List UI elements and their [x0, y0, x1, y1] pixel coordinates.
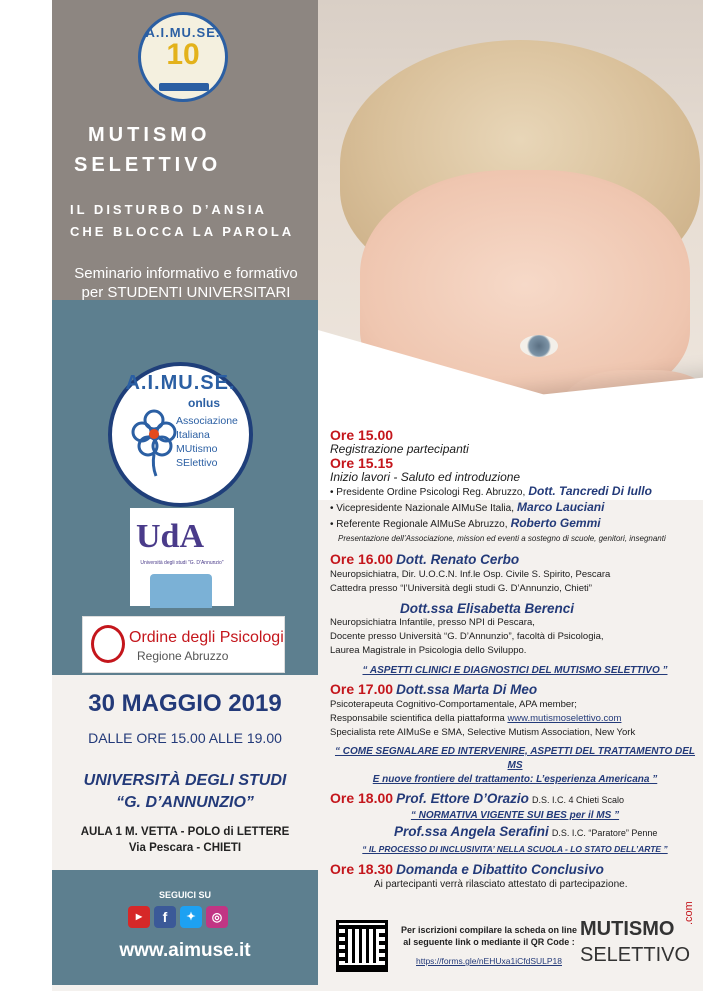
logo-top-ribbon	[159, 83, 209, 91]
closing-desc: Domanda e Dibattito Conclusivo	[396, 862, 604, 877]
association-note: Presentazione dell’Associazione, mission ed eventi a sostegno di scuole, genitori, insegnanti	[338, 534, 666, 543]
qr-code[interactable]	[336, 920, 388, 972]
program	[330, 428, 700, 892]
aimuse-10-logo	[138, 12, 228, 102]
event-date: 30 MAGGIO 2019	[88, 690, 282, 717]
speaker-name: Dott. Tancredi Di Iullo	[528, 484, 652, 498]
registration-link[interactable]: https://forms.gle/nEHUxa1iCfdSULP18	[416, 956, 562, 966]
uda-column	[150, 574, 212, 608]
subtitle-line1: IL DISTURBO D’ANSIA	[70, 202, 267, 217]
youtube-icon[interactable]: ▶	[128, 906, 150, 928]
platform-link[interactable]: www.mutismoselettivo.com	[507, 713, 622, 724]
uda-text: UdA	[136, 518, 205, 555]
follow-label: SEGUICI SU	[158, 890, 211, 900]
topic: “ NORMATIVA VIGENTE SUI BES per il MS ”	[410, 810, 620, 821]
ordine-psicologi-logo	[82, 616, 285, 673]
speaker-info: Responsabile scientifica della piattaforma	[330, 713, 505, 724]
speaker-name: Prof. Ettore D’Orazio	[396, 791, 529, 806]
instagram-icon[interactable]: ◎	[206, 906, 228, 928]
seminar-line1: Seminario informativo e formativo	[74, 265, 298, 282]
onlus-line: Associazione	[176, 415, 238, 427]
registration-line: al seguente link o mediante il QR Code :	[403, 937, 575, 947]
speaker-info: Laurea Magistrale in Psicologia dello Sviluppo.	[330, 645, 527, 656]
qr-code-inner	[345, 929, 379, 963]
aula: AULA 1 M. VETTA - POLO di LETTERE	[80, 826, 290, 838]
certificate-note: Ai partecipanti verrà rilasciato attestato di partecipazione.	[374, 879, 628, 890]
brand-line1: MUTISMO	[580, 918, 675, 940]
speaker-info: Neuropsichiatra, Dir. U.O.C.N. Inf.le Osp. Civile S. Spirito, Pescara	[330, 569, 611, 580]
uda-logo	[130, 508, 234, 606]
speaker-name: Marco Lauciani	[517, 500, 605, 514]
psico-line1: Ordine degli Psicologi	[129, 629, 284, 646]
speaker-info: Docente presso Università “G. D’Annunzio”, facoltà di Psicologia,	[330, 631, 604, 642]
aimuse-onlus-logo	[108, 362, 253, 507]
psi-symbol-icon	[91, 625, 125, 663]
speaker-role: D.S. I.C. “Paratore” Penne	[551, 828, 658, 838]
speaker-name: Roberto Gemmi	[510, 516, 601, 530]
registration-line: Per iscrizioni compilare la scheda on line	[400, 925, 578, 935]
topic: “ ASPETTI CLINICI E DIAGNOSTICI DEL MUTISMO SELETTIVO ”	[362, 665, 668, 676]
onlus-line: MUtismo	[176, 443, 218, 455]
time-5: Ore 18.00	[330, 790, 394, 806]
facebook-icon[interactable]: f	[154, 906, 176, 928]
event-hours: DALLE ORE 15.00 ALLE 19.00	[88, 730, 282, 746]
brand-line2: SELETTIVO	[580, 944, 691, 966]
time-1-desc: Registrazione partecipanti	[330, 442, 469, 456]
onlus-line: SElettivo	[176, 457, 218, 469]
topic: E nuove frontiere del trattamento: L’esperienza Americana ”	[372, 774, 658, 785]
title-line2: SELETTIVO	[74, 154, 222, 176]
subtitle-line2: CHE BLOCCA LA PAROLA	[70, 224, 295, 239]
speaker-info: Psicoterapeuta Cognitivo-Comportamentale, APA member;	[330, 699, 577, 710]
title-line1: MUTISMO	[88, 124, 211, 146]
website-link[interactable]: www.aimuse.it	[119, 940, 251, 961]
registration-text	[400, 924, 578, 948]
brand-suffix: .com	[683, 901, 695, 925]
time-2-desc: Inizio lavori - Saluto ed introduzione	[330, 470, 521, 484]
topic: “ COME SEGNALARE ED INTERVENIRE, ASPETTI DEL TRATTAMENTO DEL MS	[334, 746, 696, 771]
speaker-info: Cattedra presso “l’Università degli studi G. D’Annunzio, Chieti”	[330, 583, 592, 594]
onlus-title: A.I.MU.SE.	[125, 372, 236, 394]
speaker-info: Neuropsichiatra Infantile, presso NPI di Pescara,	[330, 617, 535, 628]
bullet-role: • Vicepresidente Nazionale AIMuSe Italia,	[330, 503, 514, 514]
time-3: Ore 16.00	[330, 551, 394, 567]
logo-top-text: A.I.MU.SE.	[145, 25, 221, 40]
time-1: Ore 15.00	[330, 427, 394, 443]
uda-caption: Università degli studi "G. D'Annunzio"	[140, 560, 224, 566]
speaker-role: D.S. I.C. 4 Chieti Scalo	[531, 795, 624, 805]
univ-line2: “G. D’ANNUNZIO”	[116, 794, 254, 811]
univ-line1: UNIVERSITÀ DEGLI STUDI	[83, 772, 287, 789]
twitter-icon[interactable]: ✦	[180, 906, 202, 928]
onlus-sub: onlus	[188, 396, 220, 410]
bullet-role: • Presidente Ordine Psicologi Reg. Abruzzo,	[330, 487, 526, 498]
time-4: Ore 17.00	[330, 681, 394, 697]
speaker-info: Specialista rete AIMuSe e SMA, Selective Mutism Association, New York	[330, 727, 636, 738]
time-2: Ore 15.15	[330, 455, 394, 471]
time-6: Ore 18.30	[330, 861, 394, 877]
speaker-name: Prof.ssa Angela Serafini	[394, 824, 549, 839]
onlus-line: Italiana	[176, 429, 210, 441]
speaker-name: Dott.ssa Elisabetta Berenci	[400, 601, 575, 616]
left-margin	[0, 0, 52, 991]
psico-line2: Regione Abruzzo	[137, 649, 229, 663]
topic: “ IL PROCESSO DI INCLUSIVITA’ NELLA SCUOLA - LO STATO DELL’ARTE ”	[362, 844, 668, 854]
seminar-line2: per STUDENTI UNIVERSITARI	[81, 284, 291, 301]
logo-top-number: 10	[166, 38, 200, 71]
speaker-name: Dott.ssa Marta Di Meo	[396, 682, 538, 697]
address: Via Pescara - CHIETI	[128, 842, 242, 854]
bullet-role: • Referente Regionale AIMuSe Abruzzo,	[330, 519, 508, 530]
onlus-lines	[176, 414, 238, 470]
speaker-name: Dott. Renato Cerbo	[396, 552, 520, 567]
flower-icon	[130, 406, 178, 478]
